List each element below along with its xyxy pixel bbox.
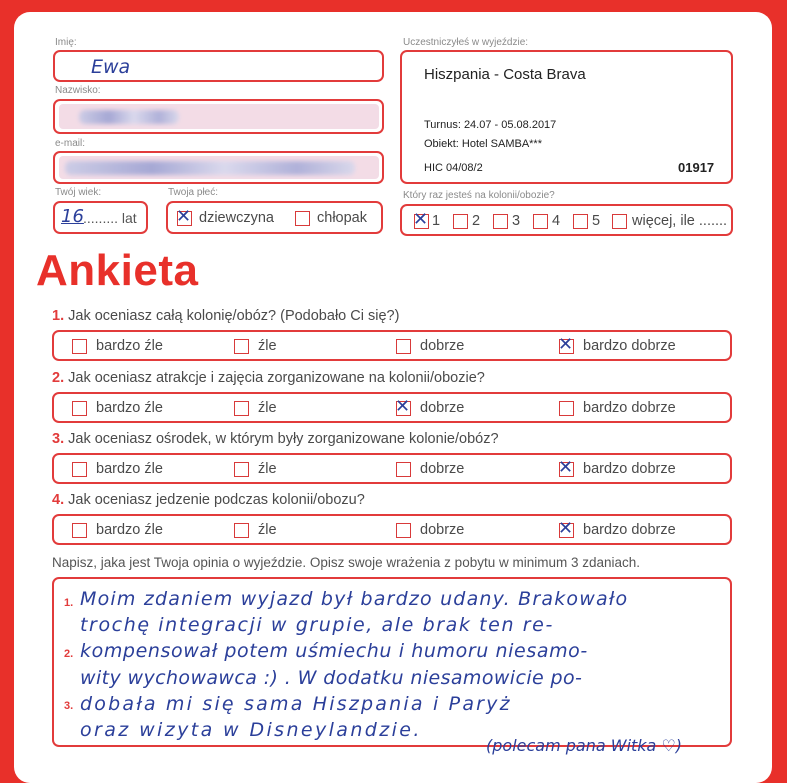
times-2-checkbox[interactable] [453,214,468,229]
rating-checkbox[interactable] [395,396,411,417]
times-2-label: 2 [472,213,481,229]
gender-female-label: dziewczyna [199,210,274,226]
trip-box [400,50,733,184]
question-3 [52,431,499,447]
rating-option-label: bardzo dobrze [583,400,676,416]
opinion-text-line: dobała mi się sama Hiszpania i Paryż [80,693,512,715]
rating-checkbox[interactable] [72,462,87,477]
checked-x-icon: ✕ [413,209,429,230]
opinion-text-line: oraz wizyta w Disneylandzie. [80,719,422,741]
question-2-options [52,392,732,423]
times-field [400,204,733,236]
opinion-line-number-2: 2. [64,648,74,660]
rating-option-label: bardzo źle [96,338,163,354]
rating-checkbox[interactable] [234,462,249,477]
rating-checkbox[interactable] [558,518,574,539]
gender-field [166,201,383,234]
opinion-line-number-1: 1. [64,597,74,609]
rating-option-label: dobrze [420,461,465,477]
opinion-line-number-3: 3. [64,700,74,712]
question-text: Jak oceniasz ośrodek, w którym były zorganizowane kolonie/obóz? [68,431,499,447]
rating-option-label: bardzo dobrze [583,461,676,477]
question-number: 4. [52,492,65,508]
rating-checkbox[interactable] [558,457,574,478]
times-4-checkbox[interactable] [533,214,548,229]
trip-number: 01917 [678,160,715,175]
rating-checkbox[interactable] [396,523,411,538]
rating-option-label: bardzo źle [96,461,163,477]
gender-female-checkbox[interactable] [176,206,192,227]
rating-option-label: źle [258,461,277,477]
question-text: Jak oceniasz całą kolonię/obóz? (Podobało Ci się?) [68,308,400,324]
opinion-signature: (polecam pana Witka ♡) [486,736,683,755]
rating-option-label: bardzo źle [96,522,163,538]
opinion-text-line: wity wychowawca :) . W dodatku niesamowicie po- [80,667,583,689]
times-more-label: więcej, ile ....... [632,213,728,229]
times-more-checkbox[interactable] [612,214,627,229]
checked-x-icon: ✕ [558,518,574,539]
question-4-options [52,514,732,545]
opinion-text-line: Moim zdaniem wyjazd był bardzo udany. Brakowało [80,588,629,610]
rating-option-label: dobrze [420,400,465,416]
first-name-field[interactable] [53,50,384,82]
checked-x-icon: ✕ [176,206,192,227]
question-1 [52,308,399,324]
rating-checkbox[interactable] [558,334,574,355]
blurred-last-name [79,110,179,124]
age-suffix: ......... lat [83,210,137,226]
checked-x-icon: ✕ [395,396,411,417]
rating-option-label: bardzo źle [96,400,163,416]
age-field[interactable] [53,201,148,234]
gender-male-checkbox[interactable] [295,211,310,226]
rating-checkbox[interactable] [234,523,249,538]
times-3-checkbox[interactable] [493,214,508,229]
question-1-options [52,330,732,361]
rating-checkbox[interactable] [396,462,411,477]
email-field[interactable] [53,151,384,184]
question-2 [52,370,485,386]
page-title: Ankieta [36,246,199,295]
trip-name: Hiszpania - Costa Brava [424,66,586,83]
rating-checkbox[interactable] [72,339,87,354]
gender-label: Twoja płeć: [168,187,219,198]
times-5-label: 5 [592,213,601,229]
email-label: e-mail: [55,138,86,149]
times-4-label: 4 [552,213,561,229]
rating-option-label: bardzo dobrze [583,522,676,538]
times-1-label: 1 [432,213,441,229]
rating-option-label: źle [258,400,277,416]
rating-checkbox[interactable] [72,401,87,416]
trip-label: Uczestniczyłeś w wyjeździe: [403,37,529,48]
age-label: Twój wiek: [55,187,102,198]
rating-option-label: źle [258,522,277,538]
rating-checkbox[interactable] [234,339,249,354]
times-3-label: 3 [512,213,521,229]
question-text: Jak oceniasz jedzenie podczas kolonii/obozu? [68,492,365,508]
gender-male-label: chłopak [317,210,367,226]
rating-checkbox[interactable] [234,401,249,416]
rating-option-label: dobrze [420,338,465,354]
first-name-label: Imię: [55,37,77,48]
question-number: 1. [52,308,65,324]
checked-x-icon: ✕ [558,334,574,355]
trip-obiekt: Obiekt: Hotel SAMBA*** [424,138,542,150]
rating-checkbox[interactable] [396,339,411,354]
trip-code: HIC 04/08/2 [424,162,483,174]
blurred-email [65,161,355,175]
times-label: Który raz jesteś na kolonii/obozie? [403,190,555,201]
opinion-text-line: kompensował potem uśmiechu i humoru niesamo- [80,640,588,662]
last-name-label: Nazwisko: [55,85,101,96]
question-number: 2. [52,370,65,386]
question-4 [52,492,365,508]
question-text: Jak oceniasz atrakcje i zajęcia zorganizowane na kolonii/obozie? [68,370,485,386]
rating-option-label: bardzo dobrze [583,338,676,354]
first-name-value: Ewa [91,56,131,78]
question-number: 3. [52,431,65,447]
rating-checkbox[interactable] [559,401,574,416]
rating-checkbox[interactable] [72,523,87,538]
opinion-prompt: Napisz, jaka jest Twoja opinia o wyjeździe. Opisz swoje wrażenia z pobytu w minimum 3 zdaniach. [52,555,641,570]
rating-option-label: dobrze [420,522,465,538]
trip-turnus: Turnus: 24.07 - 05.08.2017 [424,119,557,131]
rating-option-label: źle [258,338,277,354]
times-5-checkbox[interactable] [573,214,588,229]
checked-x-icon: ✕ [558,457,574,478]
age-value: 16 [61,206,84,227]
last-name-field[interactable] [53,99,384,134]
question-3-options [52,453,732,484]
times-1-checkbox[interactable] [413,209,429,230]
opinion-text-line: trochę integracji w grupie, ale brak ten re- [80,614,554,636]
